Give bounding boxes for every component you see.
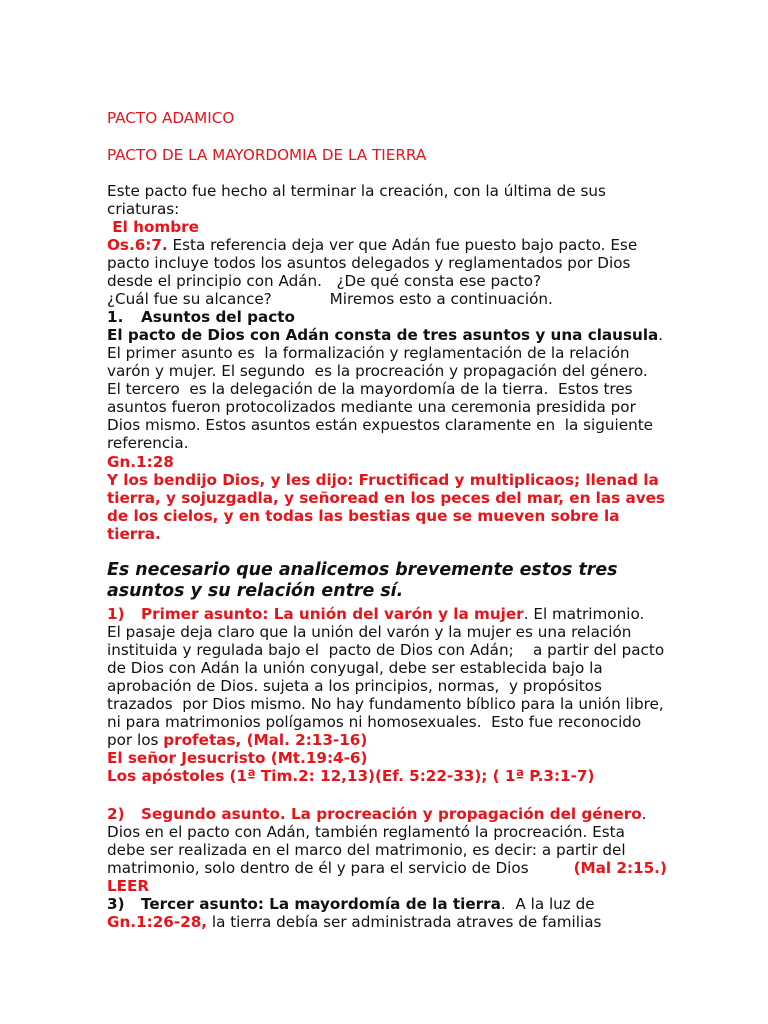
- section1-bold-line: [107, 326, 663, 344]
- intro-line-text: Esta referencia deja ver que Adán fue puesto bajo pacto. Ese: [167, 236, 638, 254]
- item2-ref: (Mal 2:15.): [573, 859, 667, 877]
- doc-title: PACTO ADAMICO: [107, 109, 235, 127]
- item2-line: debe ser realizada en el marco del matrimonio, es decir: a partir del: [107, 841, 626, 859]
- item2-last-prefix: matrimonio, solo dentro de él y para el servicio de Dios: [107, 859, 529, 877]
- item1-prophets-line: [107, 731, 367, 749]
- item3-number: 3): [107, 895, 125, 913]
- item2-heading-rest: .: [641, 805, 647, 823]
- intro-line: ¿Cuál fue su alcance? Miremos esto a continuación.: [107, 290, 553, 308]
- item1-heading: [107, 605, 644, 623]
- item3-heading-rest: . A la luz de: [500, 895, 595, 913]
- section1-line: varón y mujer. El segundo es la procreación y propagación del género.: [107, 362, 648, 380]
- section1-heading-text: Asuntos del pacto: [141, 308, 295, 326]
- section1-number: 1.: [107, 308, 124, 326]
- section1-line: El tercero es la delegación de la mayordomía de la tierra. Estos tres: [107, 380, 633, 398]
- item1-ref-line: El señor Jesucristo (Mt.19:4-6): [107, 749, 368, 767]
- intro-line: Este pacto fue hecho al terminar la creación, con la última de sus: [107, 182, 606, 200]
- section1-line: El primer asunto es la formalización y reglamentación de la relación: [107, 344, 630, 362]
- item1-prophets-prefix: por los: [107, 731, 164, 749]
- section1-line: Dios mismo. Estos asuntos están expuestos claramente en la siguiente: [107, 416, 654, 434]
- item2-heading-text: Segundo asunto. La procreación y propagación del género: [141, 805, 642, 823]
- item2-leer: LEER: [107, 877, 150, 895]
- section1-bold-text: El pacto de Dios con Adán consta de tres asuntos y una clausula: [107, 326, 659, 344]
- item1-line: instituida y regulada bajo el pacto de Dios con Adán; a partir del pacto: [107, 641, 665, 659]
- section1-quote-line: tierra.: [107, 525, 161, 543]
- item1-line: trazados por Dios mismo. No hay fundamento bíblico para la unión libre,: [107, 695, 664, 713]
- section1-ref: Gn.1:28: [107, 453, 174, 471]
- item1-heading-rest: . El matrimonio.: [523, 605, 645, 623]
- item2-last-line: [107, 859, 667, 877]
- section1-bold-end: .: [658, 326, 664, 344]
- analysis-heading-line: Es necesario que analicemos brevemente estos tres: [107, 560, 618, 580]
- item1-prophets-ref: profetas, (Mal. 2:13-16): [163, 731, 368, 749]
- item1-line: El pasaje deja claro que la unión del varón y la mujer es una relación: [107, 623, 632, 641]
- section1-line: referencia.: [107, 434, 189, 452]
- item2-heading: [107, 805, 646, 823]
- intro-line: desde el principio con Adán. ¿De qué consta ese pacto?: [107, 272, 542, 290]
- intro-ref-line: [107, 236, 637, 254]
- item1-ref-line: Los apóstoles (1ª Tim.2: 12,13)(Ef. 5:22-33); ( 1ª P.3:1-7): [107, 767, 595, 785]
- item3-line-text: la tierra debía ser administrada atraves de familias: [207, 913, 602, 931]
- intro-ref: Os.6:7.: [107, 236, 168, 254]
- item3-heading-text: Tercer asunto: La mayordomía de la tierra: [141, 895, 501, 913]
- section1-quote-line: Y los bendijo Dios, y les dijo: Fructificad y multiplicaos; llenad la: [107, 471, 659, 489]
- intro-el-hombre: El hombre: [107, 218, 199, 236]
- item3-line: [107, 913, 601, 931]
- item3-ref: Gn.1:26-28,: [107, 913, 208, 931]
- intro-line: pacto incluye todos los asuntos delegados y reglamentados por Dios: [107, 254, 631, 272]
- item1-number: 1): [107, 605, 125, 623]
- item1-line: ni para matrimonios polígamos ni homosexuales. Esto fue reconocido: [107, 713, 642, 731]
- item2-number: 2): [107, 805, 125, 823]
- intro-line: criaturas:: [107, 200, 180, 218]
- section1-line: asuntos fueron protocolizados mediante una ceremonia presidida por: [107, 398, 636, 416]
- item3-heading: [107, 895, 595, 913]
- item1-line: aprobación de Dios. sujeta a los principios, normas, y propósitos: [107, 677, 602, 695]
- section1-quote-line: de los cielos, y en todas las bestias que se mueven sobre la: [107, 507, 620, 525]
- section1-quote-line: tierra, y sojuzgadla, y señoread en los peces del mar, en las aves: [107, 489, 665, 507]
- section1-heading: [107, 308, 295, 326]
- item1-heading-text: Primer asunto: La unión del varón y la mujer: [141, 605, 524, 623]
- item1-line: de Dios con Adán la unión conyugal, debe ser establecida bajo la: [107, 659, 603, 677]
- analysis-heading-line: asuntos y su relación entre sí.: [107, 581, 404, 601]
- item2-line: Dios en el pacto con Adán, también reglamentó la procreación. Esta: [107, 823, 625, 841]
- doc-subtitle: PACTO DE LA MAYORDOMIA DE LA TIERRA: [107, 146, 427, 164]
